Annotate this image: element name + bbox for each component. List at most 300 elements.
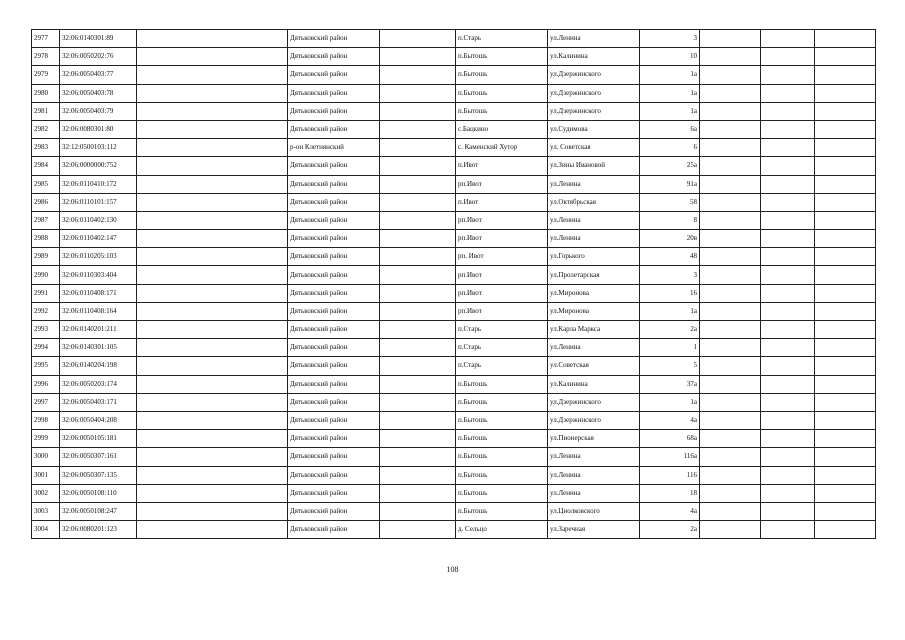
table-row [32, 211, 876, 229]
table-row [32, 357, 876, 375]
cell-empty [700, 521, 761, 539]
table-row [32, 393, 876, 411]
cell-district: Дятьковский район [288, 193, 380, 211]
cell-locality: рп.Ивот [456, 284, 548, 302]
cell-empty [815, 302, 876, 320]
cell-street: ул.Дзержинского [548, 411, 640, 429]
cell-row-number: 2999 [32, 430, 60, 448]
cell-cadastral-number: 32:06:0110303:404 [60, 266, 137, 284]
cell-empty [137, 211, 288, 229]
cell-row-number: 3002 [32, 484, 60, 502]
cell-district: Дятьковский район [288, 175, 380, 193]
cell-district: Дятьковский район [288, 30, 380, 48]
cell-row-number: 2986 [32, 193, 60, 211]
cell-locality: п.Бытошь [456, 84, 548, 102]
cell-empty [137, 48, 288, 66]
cell-district: Дятьковский район [288, 120, 380, 138]
cell-empty [700, 66, 761, 84]
cell-district: Дятьковский район [288, 375, 380, 393]
cell-empty [137, 266, 288, 284]
cell-empty [137, 175, 288, 193]
cell-empty [137, 339, 288, 357]
cell-empty [137, 430, 288, 448]
cell-row-number: 2996 [32, 375, 60, 393]
cell-empty [700, 375, 761, 393]
cell-empty [700, 321, 761, 339]
cell-empty [380, 521, 456, 539]
cell-cadastral-number: 32:06:0110205:103 [60, 248, 137, 266]
cell-house: 91а [640, 175, 700, 193]
cell-house: 1а [640, 102, 700, 120]
cell-street: ул.Калинина [548, 375, 640, 393]
cell-empty [137, 66, 288, 84]
cell-empty [380, 248, 456, 266]
cell-row-number: 2978 [32, 48, 60, 66]
cell-locality: п.Старь [456, 321, 548, 339]
cell-empty [815, 193, 876, 211]
cell-empty [137, 302, 288, 320]
cell-row-number: 3000 [32, 448, 60, 466]
cell-street: ул.Ленина [548, 448, 640, 466]
table-row [32, 30, 876, 48]
cell-cadastral-number: 32:06:0140301:105 [60, 339, 137, 357]
cell-row-number: 2983 [32, 139, 60, 157]
table-row [32, 521, 876, 539]
registry-table-body [32, 30, 876, 539]
cell-house: 1 [640, 339, 700, 357]
cell-empty [137, 193, 288, 211]
cell-row-number: 2980 [32, 84, 60, 102]
cell-empty [380, 284, 456, 302]
cell-empty [700, 193, 761, 211]
cell-locality: п.Бытошь [456, 102, 548, 120]
page-number: 108 [446, 565, 459, 574]
cell-cadastral-number: 32:06:0140204:198 [60, 357, 137, 375]
cell-cadastral-number: 32:06:0050307:161 [60, 448, 137, 466]
cell-street: ул.Карла Маркса [548, 321, 640, 339]
cell-empty [380, 193, 456, 211]
cell-empty [700, 502, 761, 520]
cell-house: 6 [640, 139, 700, 157]
cell-district: Дятьковский район [288, 66, 380, 84]
cell-cadastral-number: 32:06:0050105:181 [60, 430, 137, 448]
cell-empty [815, 248, 876, 266]
cell-empty [137, 30, 288, 48]
cell-house: 68а [640, 430, 700, 448]
cell-street: ул.Дзержинского [548, 102, 640, 120]
cell-empty [380, 175, 456, 193]
cell-empty [700, 302, 761, 320]
cell-house: 4а [640, 502, 700, 520]
table-row [32, 430, 876, 448]
cell-district: Дятьковский район [288, 302, 380, 320]
cell-empty [761, 175, 815, 193]
cell-empty [137, 357, 288, 375]
table-row [32, 339, 876, 357]
cell-cadastral-number: 32:06:0000000:752 [60, 157, 137, 175]
cell-street: ул.Ленина [548, 211, 640, 229]
cell-empty [815, 157, 876, 175]
cell-empty [380, 411, 456, 429]
cell-house: 58 [640, 193, 700, 211]
cell-cadastral-number: 32:06:0080301:80 [60, 120, 137, 138]
cell-row-number: 2990 [32, 266, 60, 284]
cell-locality: рп. Ивот [456, 248, 548, 266]
cell-empty [815, 466, 876, 484]
cell-row-number: 2977 [32, 30, 60, 48]
cell-empty [380, 139, 456, 157]
cell-house: 25а [640, 157, 700, 175]
cell-empty [761, 66, 815, 84]
cell-empty [815, 357, 876, 375]
table-row [32, 102, 876, 120]
cell-row-number: 2994 [32, 339, 60, 357]
cell-empty [815, 484, 876, 502]
cell-row-number: 3001 [32, 466, 60, 484]
cell-empty [761, 230, 815, 248]
cell-cadastral-number: 32:06:0050108:110 [60, 484, 137, 502]
cell-empty [137, 521, 288, 539]
cell-house: 8 [640, 211, 700, 229]
cell-empty [380, 466, 456, 484]
cell-district: р-он Клетнянский [288, 139, 380, 157]
cell-empty [380, 484, 456, 502]
cell-street: ул. Советская [548, 139, 640, 157]
cell-row-number: 2992 [32, 302, 60, 320]
cell-district: Дятьковский район [288, 430, 380, 448]
cell-street: ул.Дзержинского [548, 66, 640, 84]
cell-street: ул.Горького [548, 248, 640, 266]
cell-street: ул.Миронова [548, 302, 640, 320]
cell-locality: п.Бытошь [456, 430, 548, 448]
cell-empty [815, 30, 876, 48]
cell-empty [761, 266, 815, 284]
cell-empty [137, 502, 288, 520]
cell-empty [380, 120, 456, 138]
cell-row-number: 2985 [32, 175, 60, 193]
cell-house: 18 [640, 484, 700, 502]
cell-cadastral-number: 32:06:0050203:174 [60, 375, 137, 393]
cell-locality: п.Бытошь [456, 411, 548, 429]
cell-street: ул.Заречная [548, 521, 640, 539]
cell-locality: п.Бытошь [456, 502, 548, 520]
cell-house: 37а [640, 375, 700, 393]
cell-empty [815, 84, 876, 102]
cell-empty [137, 139, 288, 157]
cell-row-number: 2982 [32, 120, 60, 138]
cell-row-number: 2988 [32, 230, 60, 248]
cell-empty [380, 430, 456, 448]
cell-empty [380, 30, 456, 48]
cell-empty [761, 411, 815, 429]
cell-empty [761, 448, 815, 466]
cell-empty [380, 448, 456, 466]
cell-street: ул.Ленина [548, 339, 640, 357]
cell-cadastral-number: 32:06:0140201:211 [60, 321, 137, 339]
cell-empty [761, 484, 815, 502]
cell-empty [700, 211, 761, 229]
cell-district: Дятьковский район [288, 84, 380, 102]
cell-empty [761, 102, 815, 120]
cell-street: ул.Дзержинского [548, 393, 640, 411]
cell-empty [761, 321, 815, 339]
cell-empty [700, 339, 761, 357]
cell-empty [815, 175, 876, 193]
table-row [32, 230, 876, 248]
cell-street: ул.Калинина [548, 48, 640, 66]
cell-district: Дятьковский район [288, 248, 380, 266]
cell-street: ул.Ленина [548, 484, 640, 502]
cell-empty [137, 448, 288, 466]
cell-empty [137, 393, 288, 411]
cell-cadastral-number: 32:06:0050403:77 [60, 66, 137, 84]
cell-empty [700, 102, 761, 120]
cell-empty [700, 393, 761, 411]
cell-empty [700, 157, 761, 175]
registry-sheet [31, 29, 876, 539]
cell-empty [815, 102, 876, 120]
cell-empty [700, 120, 761, 138]
cell-house: 5 [640, 357, 700, 375]
table-row [32, 284, 876, 302]
cell-empty [700, 430, 761, 448]
cell-district: Дятьковский район [288, 393, 380, 411]
cell-district: Дятьковский район [288, 411, 380, 429]
cell-locality: д. Сельцо [456, 521, 548, 539]
registry-table [31, 29, 876, 539]
table-row [32, 502, 876, 520]
cell-empty [380, 321, 456, 339]
cell-district: Дятьковский район [288, 357, 380, 375]
cell-empty [380, 502, 456, 520]
cell-empty [380, 375, 456, 393]
cell-cadastral-number: 32:06:0050404:208 [60, 411, 137, 429]
cell-empty [137, 321, 288, 339]
table-row [32, 193, 876, 211]
cell-house: 10 [640, 48, 700, 66]
cell-locality: п.Бытошь [456, 484, 548, 502]
cell-empty [137, 284, 288, 302]
cell-cadastral-number: 32:06:0140301:89 [60, 30, 137, 48]
cell-locality: п.Бытошь [456, 48, 548, 66]
cell-street: ул.Зины Ивановой [548, 157, 640, 175]
cell-house: 1а [640, 393, 700, 411]
cell-empty [815, 393, 876, 411]
cell-empty [761, 502, 815, 520]
cell-house: 48 [640, 248, 700, 266]
cell-locality: п.Ивот [456, 193, 548, 211]
table-row [32, 175, 876, 193]
cell-street: ул.Пионерская [548, 430, 640, 448]
cell-empty [761, 248, 815, 266]
cell-house: 116а [640, 448, 700, 466]
cell-empty [700, 248, 761, 266]
table-row [32, 248, 876, 266]
cell-house: 2а [640, 321, 700, 339]
table-row [32, 484, 876, 502]
cell-empty [815, 375, 876, 393]
table-row [32, 321, 876, 339]
cell-locality: с.Бацкино [456, 120, 548, 138]
cell-house: 6а [640, 120, 700, 138]
cell-empty [137, 84, 288, 102]
cell-empty [761, 284, 815, 302]
cell-district: Дятьковский район [288, 321, 380, 339]
cell-locality: п.Бытошь [456, 66, 548, 84]
table-row [32, 157, 876, 175]
cell-street: ул.Октябрьская [548, 193, 640, 211]
cell-house: 16 [640, 284, 700, 302]
cell-district: Дятьковский район [288, 484, 380, 502]
cell-empty [700, 484, 761, 502]
cell-house: 1а [640, 66, 700, 84]
cell-cadastral-number: 32:06:0110402:147 [60, 230, 137, 248]
cell-cadastral-number: 32:06:0050307:135 [60, 466, 137, 484]
cell-empty [700, 139, 761, 157]
cell-empty [761, 193, 815, 211]
cell-district: Дятьковский район [288, 466, 380, 484]
cell-locality: рп.Ивот [456, 175, 548, 193]
cell-empty [380, 302, 456, 320]
cell-house: 3 [640, 30, 700, 48]
cell-empty [700, 466, 761, 484]
cell-empty [761, 339, 815, 357]
cell-locality: п.Бытошь [456, 466, 548, 484]
cell-empty [380, 102, 456, 120]
cell-empty [700, 411, 761, 429]
cell-street: ул.Советская [548, 357, 640, 375]
cell-row-number: 3003 [32, 502, 60, 520]
cell-empty [815, 211, 876, 229]
cell-street: ул.Ленина [548, 30, 640, 48]
cell-house: 20в [640, 230, 700, 248]
cell-district: Дятьковский район [288, 230, 380, 248]
cell-district: Дятьковский район [288, 339, 380, 357]
cell-locality: п.Бытошь [456, 393, 548, 411]
cell-street: ул.Ленина [548, 230, 640, 248]
table-row [32, 84, 876, 102]
cell-locality: рп.Ивот [456, 230, 548, 248]
cell-empty [137, 120, 288, 138]
table-row [32, 411, 876, 429]
cell-empty [815, 339, 876, 357]
cell-empty [700, 30, 761, 48]
cell-street: ул.Ленина [548, 175, 640, 193]
cell-locality: п.Старь [456, 357, 548, 375]
cell-empty [815, 284, 876, 302]
cell-empty [380, 48, 456, 66]
cell-empty [815, 48, 876, 66]
cell-empty [815, 139, 876, 157]
cell-empty [380, 357, 456, 375]
cell-house: 3 [640, 266, 700, 284]
cell-row-number: 2984 [32, 157, 60, 175]
cell-locality: п.Бытошь [456, 375, 548, 393]
cell-cadastral-number: 32:12:0500103:112 [60, 139, 137, 157]
cell-street: ул.Ленина [548, 466, 640, 484]
cell-empty [380, 266, 456, 284]
cell-empty [761, 393, 815, 411]
table-row [32, 120, 876, 138]
cell-district: Дятьковский район [288, 211, 380, 229]
cell-house: 116 [640, 466, 700, 484]
cell-empty [815, 411, 876, 429]
cell-locality: рп.Ивот [456, 302, 548, 320]
cell-street: ул.Циолковского [548, 502, 640, 520]
cell-empty [761, 211, 815, 229]
cell-house: 4а [640, 411, 700, 429]
cell-district: Дятьковский район [288, 266, 380, 284]
cell-locality: п.Старь [456, 339, 548, 357]
cell-district: Дятьковский район [288, 502, 380, 520]
cell-district: Дятьковский район [288, 157, 380, 175]
table-row [32, 302, 876, 320]
cell-empty [761, 357, 815, 375]
cell-cadastral-number: 32:06:0110410:172 [60, 175, 137, 193]
cell-row-number: 2979 [32, 66, 60, 84]
cell-locality: рп.Ивот [456, 211, 548, 229]
cell-row-number: 2993 [32, 321, 60, 339]
cell-empty [815, 230, 876, 248]
cell-empty [137, 230, 288, 248]
cell-row-number: 2995 [32, 357, 60, 375]
cell-empty [761, 466, 815, 484]
cell-cadastral-number: 32:06:0110101:157 [60, 193, 137, 211]
cell-empty [761, 120, 815, 138]
cell-district: Дятьковский район [288, 448, 380, 466]
cell-cadastral-number: 32:06:0110408:164 [60, 302, 137, 320]
cell-empty [380, 230, 456, 248]
cell-street: ул.Миронова [548, 284, 640, 302]
cell-empty [700, 284, 761, 302]
cell-cadastral-number: 32:06:0110402:130 [60, 211, 137, 229]
cell-empty [761, 302, 815, 320]
cell-row-number: 2989 [32, 248, 60, 266]
cell-empty [815, 430, 876, 448]
cell-empty [700, 230, 761, 248]
cell-empty [815, 266, 876, 284]
cell-district: Дятьковский район [288, 48, 380, 66]
cell-row-number: 2981 [32, 102, 60, 120]
table-row [32, 48, 876, 66]
cell-empty [761, 48, 815, 66]
cell-row-number: 2998 [32, 411, 60, 429]
cell-empty [700, 357, 761, 375]
cell-empty [380, 66, 456, 84]
cell-empty [700, 48, 761, 66]
cell-district: Дятьковский район [288, 521, 380, 539]
cell-empty [815, 502, 876, 520]
cell-empty [137, 102, 288, 120]
cell-cadastral-number: 32:06:0050403:79 [60, 102, 137, 120]
cell-empty [761, 30, 815, 48]
cell-empty [700, 84, 761, 102]
cell-cadastral-number: 32:06:0050403:171 [60, 393, 137, 411]
cell-empty [137, 375, 288, 393]
cell-house: 2а [640, 521, 700, 539]
cell-row-number: 2997 [32, 393, 60, 411]
cell-empty [700, 448, 761, 466]
cell-district: Дятьковский район [288, 102, 380, 120]
cell-locality: рп.Ивот [456, 266, 548, 284]
cell-empty [380, 339, 456, 357]
table-row [32, 266, 876, 284]
cell-cadastral-number: 32:06:0050108:247 [60, 502, 137, 520]
cell-empty [137, 466, 288, 484]
cell-empty [815, 120, 876, 138]
cell-empty [761, 521, 815, 539]
cell-cadastral-number: 32:06:0110408:171 [60, 284, 137, 302]
